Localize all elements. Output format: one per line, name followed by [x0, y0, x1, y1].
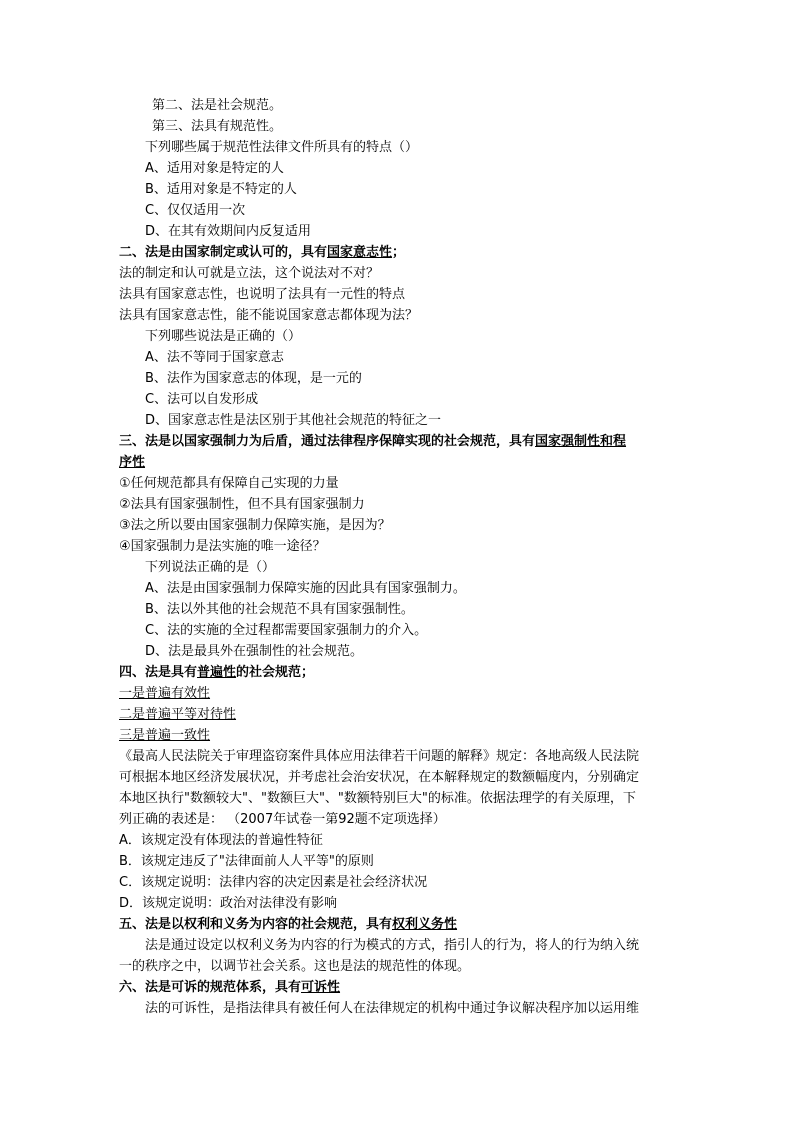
paragraph-4-line-4: 列正确的表述是： （2007年试卷一第92题不定项选择） [119, 812, 446, 827]
item-underlined: 普遍一致性 [145, 728, 211, 743]
heading-text: 五、法是以权利和义务为内容的社会规范，具有 [119, 917, 393, 932]
option-2d: D、国家意志性是法区别于其他社会规范的特征之一 [145, 413, 442, 428]
line-3-1: ①任何规范都具有保障自己实现的力量 [119, 476, 339, 491]
line-2-1: 法的制定和认可就是立法，这个说法对不对？ [119, 266, 380, 281]
paragraph-6-line-1: 法的可诉性，是指法律具有被任何人在法律规定的机构中通过争议解决程序加以运用维 [145, 1001, 640, 1016]
option-4a: A．该规定没有体现法的普遍性特征 [119, 833, 323, 848]
item-4-3 [119, 726, 210, 746]
option-3b: B、法以外其他的社会规范不具有国家强制性。 [145, 602, 414, 617]
line-3-4: ④国家强制力是法实施的唯一途径？ [119, 539, 326, 554]
paragraph-second: 第二、法是社会规范。 [152, 98, 283, 113]
option-1d: D、在其有效期间内反复适用 [145, 224, 312, 239]
line-2-2: 法具有国家意志性，也说明了法具有一元性的特点 [119, 287, 406, 302]
item-prefix: 二是 [119, 707, 146, 722]
heading-section-5 [119, 915, 457, 935]
question-1: 下列哪些属于规范性法律文件所具有的特点（） [145, 140, 419, 155]
item-prefix: 三是 [119, 728, 146, 743]
item-4-2 [119, 705, 236, 725]
question-2: 下列哪些说法是正确的（） [145, 329, 302, 344]
option-4c: C．该规定说明：法律内容的决定因素是社会经济状况 [119, 875, 428, 890]
heading-text: 二、法是由国家制定或认可的，具有 [119, 245, 328, 260]
heading-underlined: 可诉性 [301, 980, 341, 995]
option-4b: B．该规定违反了"法律面前人人平等"的原则 [119, 854, 374, 869]
option-2c: C、法可以自发形成 [145, 392, 259, 407]
heading-underlined: 国家意志性 [327, 245, 393, 260]
item-4-1 [119, 684, 210, 704]
heading-section-4 [119, 663, 314, 683]
paragraph-5-line-1: 法是通过设定以权利义务为内容的行为模式的方式，指引人的行为，将人的行为纳入统 [145, 938, 640, 953]
heading-section-6 [119, 978, 340, 998]
paragraph-4-line-1: 《最高人民法院关于审理盗窃案件具体应用法律若干问题的解释》规定：各地高级人民法院 [119, 749, 640, 764]
option-1b: B、适用对象是不特定的人 [145, 182, 297, 197]
heading-suffix: ； [392, 245, 406, 260]
option-3c: C、法的实施的全过程都需要国家强制力的介入。 [145, 623, 428, 638]
heading-underlined: 普遍性 [197, 665, 237, 680]
heading-underlined: 国家强制性和程 [535, 434, 627, 449]
heading-suffix: 的社会规范； [236, 665, 315, 680]
option-3a: A、法是由国家强制力保障实施的因此具有国家强制力。 [145, 581, 466, 596]
option-1c: C、仅仅适用一次 [145, 203, 246, 218]
heading-text: 三、法是以国家强制力为后盾，通过法律程序保障实现的社会规范，具有 [119, 434, 536, 449]
option-2a: A、法不等同于国家意志 [145, 350, 284, 365]
item-prefix: 一是 [119, 686, 146, 701]
heading-section-2 [119, 243, 405, 263]
heading-underlined: 序性 [119, 455, 146, 470]
paragraph-5-line-2: 一的秩序之中，以调节社会关系。这也是法的规范性的体现。 [119, 959, 471, 974]
heading-section-3 [119, 432, 626, 452]
line-3-3: ③法之所以要由国家强制力保障实施，是因为？ [119, 518, 391, 533]
heading-section-3-cont [119, 453, 145, 473]
item-underlined: 普遍平等对待性 [145, 707, 237, 722]
option-2b: B、法作为国家意志的体现，是一元的 [145, 371, 362, 386]
paragraph-4-line-3: 本地区执行"数额较大"、"数额巨大"、"数额特别巨大"的标准。依据法理学的有关原理，下 [119, 791, 636, 806]
heading-underlined: 权利义务性 [392, 917, 458, 932]
option-4d: D．该规定说明：政治对法律没有影响 [119, 896, 338, 911]
paragraph-third: 第三、法具有规范性。 [152, 119, 283, 134]
item-underlined: 普遍有效性 [145, 686, 211, 701]
question-3: 下列说法正确的是（） [145, 560, 276, 575]
paragraph-4-line-2: 可根据本地区经济发展状况，并考虑社会治安状况，在本解释规定的数额幅度内，分别确定 [119, 770, 640, 785]
option-1a: A、适用对象是特定的人 [145, 161, 284, 176]
heading-text: 六、法是可诉的规范体系，具有 [119, 980, 302, 995]
line-2-3: 法具有国家意志性，能不能说国家意志都体现为法？ [119, 308, 419, 323]
line-3-2: ②法具有国家强制性，但不具有国家强制力 [119, 497, 365, 512]
heading-text: 四、法是具有 [119, 665, 198, 680]
option-3d: D、法是最具外在强制性的社会规范。 [145, 644, 364, 659]
